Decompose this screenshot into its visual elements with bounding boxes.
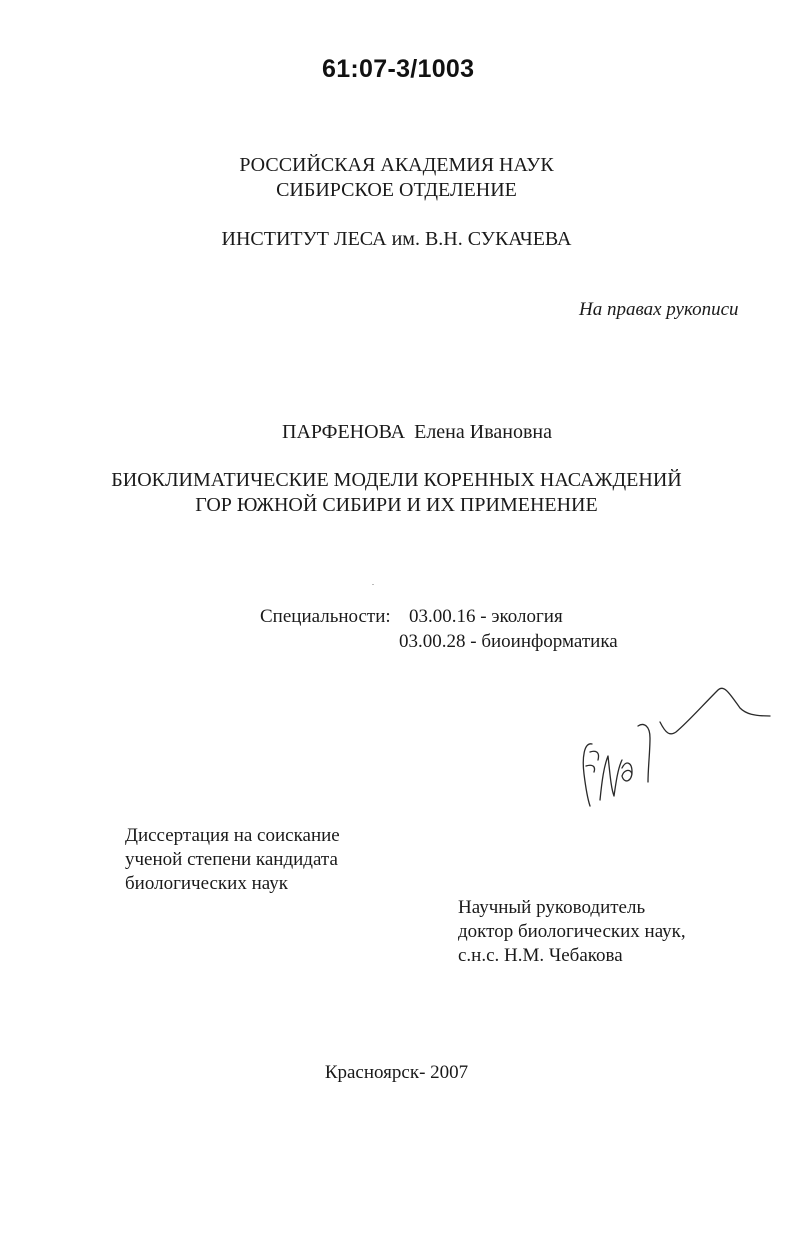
city-year: Красноярск- 2007 (324, 1062, 469, 1083)
academy-name: РОССИЙСКАЯ АКАДЕМИЯ НАУК (239, 154, 554, 176)
author-surname: ПАРФЕНОВА (282, 421, 406, 443)
manuscript-note: На правах рукописи (579, 299, 739, 320)
archive-code: 61:07-3/1003 (322, 55, 475, 83)
signature-stroke-5 (638, 725, 650, 783)
supervisor-line-2: доктор биологических наук, (458, 921, 686, 942)
scan-speck (372, 584, 374, 585)
signature-stroke-2 (586, 751, 599, 772)
signature-stroke-3 (600, 756, 622, 800)
supervisor-line-1: Научный руководитель (458, 897, 646, 918)
degree-line-3: биологических наук (125, 873, 288, 894)
branch-name: СИБИРСКОЕ ОТДЕЛЕНИЕ (276, 179, 517, 201)
degree-line-1: Диссертация на соискание (125, 825, 340, 846)
specialties-label: Специальности: (260, 606, 391, 627)
degree-line-2: ученой степени кандидата (125, 849, 338, 870)
author-name (282, 422, 552, 442)
signature-stroke-4 (622, 763, 632, 781)
supervisor-line-3: с.н.с. Н.М. Чебакова (458, 945, 623, 966)
specialty-item: 03.00.28 - биоинформатика (399, 631, 618, 652)
signature-stroke-6 (660, 688, 770, 734)
signature-mark (570, 682, 775, 822)
signature-stroke-1 (583, 744, 592, 806)
author-given-names: Елена Ивановна (414, 421, 552, 443)
specialty-item: 03.00.16 - экология (409, 606, 563, 627)
institute-name: ИНСТИТУТ ЛЕСА им. В.Н. СУКАЧЕВА (221, 228, 572, 250)
title-line-1: БИОКЛИМАТИЧЕСКИЕ МОДЕЛИ КОРЕННЫХ НАСАЖДЕНИЙ (111, 469, 682, 491)
title-line-2: ГОР ЮЖНОЙ СИБИРИ И ИХ ПРИМЕНЕНИЕ (195, 494, 598, 516)
